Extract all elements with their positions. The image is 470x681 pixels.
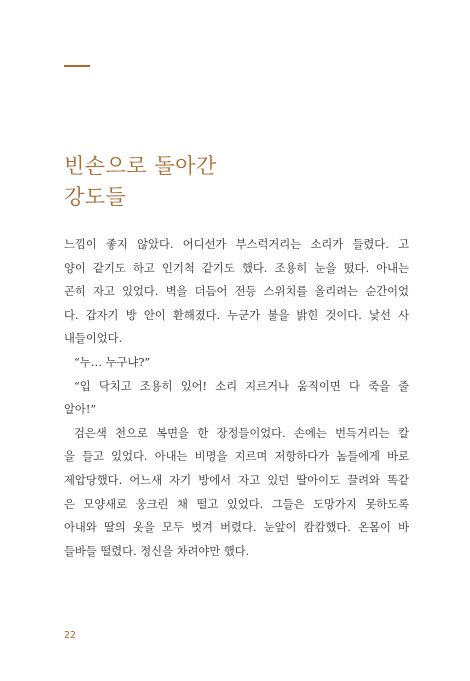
body-line-2: 양이 같기도 하고 인기척 같기도 했다. 조용히 눈을 떴다. 아내는 bbox=[64, 261, 409, 275]
body-line-1: 느낌이 좋지 않았다. 어디선가 부스럭거리는 소리가 들렸다. 고 bbox=[64, 238, 409, 251]
body-text bbox=[64, 233, 409, 563]
body-line-12: 은 모양새로 웅크린 채 떨고 있었다. 그들은 도망가지 못하도록 bbox=[64, 497, 409, 511]
body-line-3: 곤히 자고 있었다. 벽을 더듬어 전등 스위치를 올리려는 순간이었 bbox=[64, 285, 409, 299]
chapter-number-rule bbox=[64, 65, 90, 67]
body-line-13: 아내와 딸의 옷을 모두 벗겨 버렸다. 눈앞이 캄캄했다. 온몸이 바 bbox=[64, 521, 409, 535]
dialogue-line-1: “누… 누구냐?” bbox=[74, 355, 151, 369]
dialogue-line-2: “입 닥치고 조용히 있어! 소리 지르거나 움직이면 다 죽을 줄 bbox=[74, 379, 409, 393]
body-line-11: 제압당했다. 어느새 자기 방에서 자고 있던 딸아이도 끌려와 똑같 bbox=[64, 473, 409, 487]
body-line-10: 을 들고 있었다. 아내는 비명을 지르며 저항하다가 놈들에게 바로 bbox=[64, 450, 409, 464]
page-number: 22 bbox=[64, 630, 77, 641]
chapter-title-line-2: 강도들 bbox=[64, 185, 127, 209]
dialogue-line-3: 알아!” bbox=[64, 403, 97, 417]
body-line-9: 검은색 천으로 복면을 한 장정들이었다. 손에는 번득거리는 칼 bbox=[74, 426, 409, 440]
body-line-5: 내들이었다. bbox=[64, 332, 123, 346]
chapter-title-line-1: 빈손으로 돌아간 bbox=[64, 154, 217, 178]
chapter-title bbox=[64, 151, 217, 213]
body-line-4: 다. 갑자기 방 안이 환해졌다. 누군가 불을 밝힌 것이다. 낯선 사 bbox=[64, 308, 409, 322]
body-line-14: 들바들 떨렸다. 정신을 차려야만 했다. bbox=[64, 544, 250, 558]
